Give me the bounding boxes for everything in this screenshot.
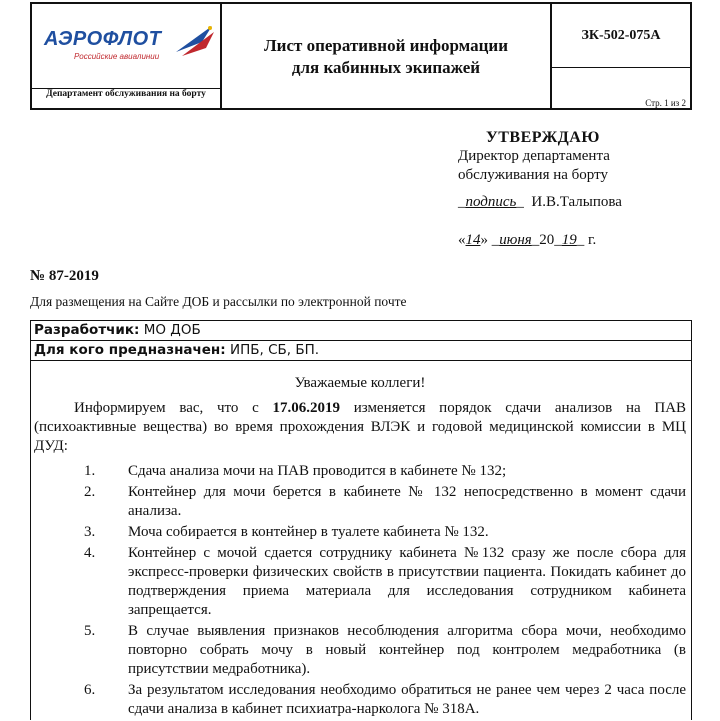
audience-row: [31, 341, 691, 361]
wing-icon: [172, 22, 216, 62]
document-title: [222, 4, 552, 110]
item-number: 1.: [84, 463, 96, 479]
date-year-suffix: 19: [561, 232, 577, 248]
intro-paragraph: [34, 399, 686, 456]
logo-cell: [32, 4, 222, 88]
page-number: Стр. 1 из 2: [645, 98, 686, 108]
approval-title: УТВЕРЖДАЮ: [486, 129, 600, 146]
approval-block: [458, 128, 708, 185]
signature-placeholder: подпись: [465, 194, 517, 210]
developer-row: [31, 321, 691, 341]
item-text: За результатом исследования необходимо обратиться не ранее чем через 2 часа после сдачи анализа в кабинет психиатра-нарколога № 318А.: [128, 682, 686, 717]
title-line-1: Лист оперативной информации: [263, 36, 509, 55]
instruction-list: [34, 462, 686, 719]
date-month: июня: [499, 232, 532, 248]
list-item: [34, 483, 686, 521]
department-label: Департамент обслуживания на борту: [32, 88, 222, 110]
approval-date: «14» _июня_20_19_ г.: [458, 232, 597, 248]
developer-label: Разработчик:: [34, 322, 140, 338]
date-day: 14: [465, 232, 481, 248]
intro-date: 17.06.2019: [272, 400, 340, 416]
approval-position-1: Директор департамента: [458, 148, 610, 164]
date-g: г.: [588, 232, 597, 248]
item-text: Контейнер для мочи берется в кабинете № 132 непосредственно в момент сдачи анализа.: [128, 484, 686, 519]
body-text: [34, 374, 686, 721]
item-text: В случае выявления признаков несоблюдения алгоритма сбора мочи, необходимо повторно собрать мочу в новый контейнер под контролем медработника (в присутствии медработника).: [128, 623, 686, 677]
item-number: 3.: [84, 524, 96, 540]
header-table: [30, 2, 692, 110]
item-number: 4.: [84, 545, 96, 561]
list-item: [34, 523, 686, 542]
signature-line: _подпись_ И.В.Талыпова: [458, 194, 622, 210]
logo-subtitle: Российские авиалинии: [74, 52, 160, 61]
item-number: 6.: [84, 682, 96, 698]
list-item: [34, 681, 686, 719]
item-text: Сдача анализа мочи на ПАВ проводится в кабинете № 132;: [128, 463, 507, 479]
placement-note: Для размещения на Сайте ДОБ и рассылки по электронной почте: [30, 294, 407, 309]
item-text: Моча собирается в контейнер в туалете кабинета № 132.: [128, 524, 489, 540]
audience-label: Для кого предназначен:: [34, 342, 226, 358]
aeroflot-logo: [40, 22, 212, 70]
intro-before: Информируем вас, что с: [74, 400, 259, 416]
audience-value: ИПБ, СБ, БП.: [229, 342, 320, 358]
signer-name: И.В.Талыпова: [531, 194, 622, 210]
developer-value: МО ДОБ: [143, 322, 201, 338]
list-item: [34, 544, 686, 620]
approval-position-2: обслуживания на борту: [458, 167, 608, 183]
intro-after: изменяется порядок сдачи анализов на ПАВ (психоактивные вещества) во время прохождения ВЛЭК и годовой медицинской комиссии в МЦ ДУД:: [34, 400, 687, 454]
item-number: 5.: [84, 623, 96, 639]
logo-text: АЭРОФЛОТ: [44, 28, 162, 50]
date-year-prefix: 20: [539, 232, 555, 248]
item-text: Контейнер с мочой сдается сотруднику кабинета №132 сразу же после сбора для экспресс-проверки физических свойств в присутствии пациента. Покидать кабинет до подтверждения приема материала для исследования сотрудником кабинета запрещается.: [128, 545, 686, 618]
title-line-2: для кабинных экипажей: [291, 58, 481, 77]
document-code: ЗК-502-075А: [552, 4, 690, 68]
item-number: 2.: [84, 484, 96, 500]
document-number: № 87-2019: [30, 268, 99, 284]
greeting: Уважаемые коллеги!: [294, 375, 426, 391]
list-item: [34, 622, 686, 679]
list-item: [34, 462, 686, 481]
